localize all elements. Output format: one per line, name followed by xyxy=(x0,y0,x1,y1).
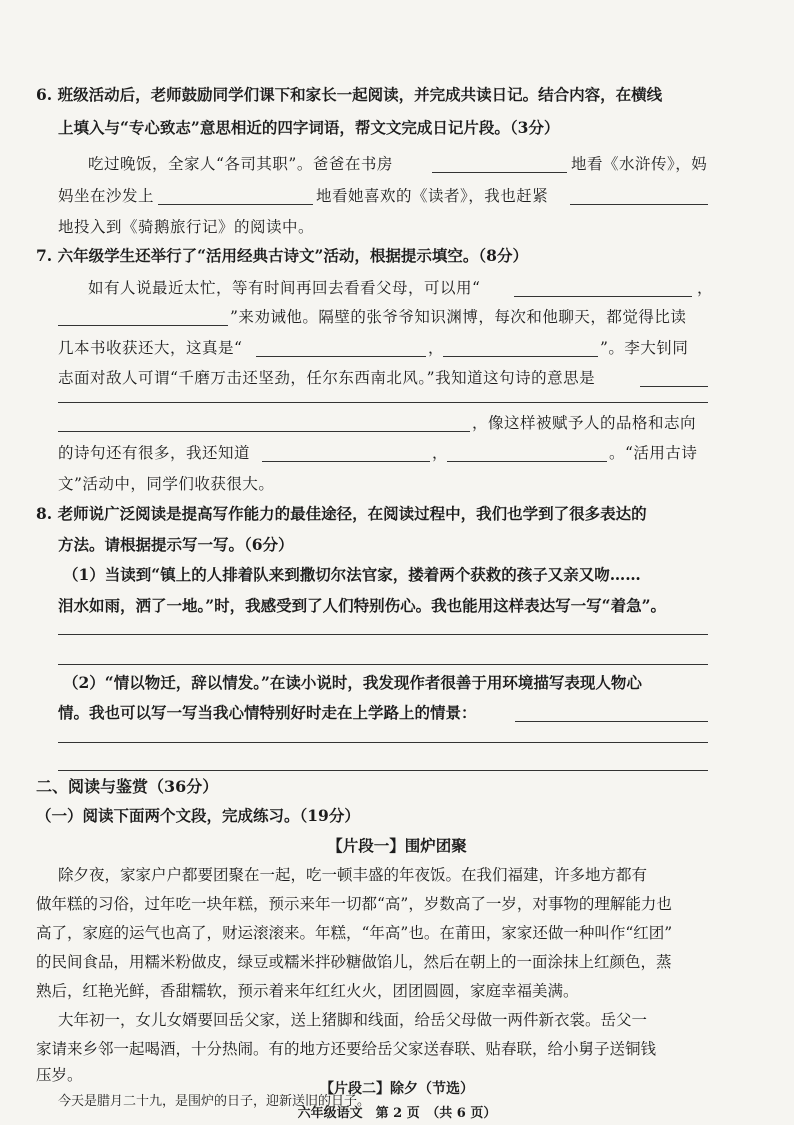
fragment-1-text: 的民间食品，用糯米粉做皮，绿豆或糯米拌砂糖做馅儿，然后在朝上的一面涂抹上红颜色，蒸 xyxy=(36,953,672,971)
q6-blank-1[interactable] xyxy=(432,172,567,173)
fragment-1-text: 熟后，红艳光鲜，香甜糯软，预示着来年红红火火，团团圆圆，家庭幸福美满。 xyxy=(36,982,579,1000)
q6-diary-text: 地投入到《骑鹅旅行记》的阅读中。 xyxy=(58,218,315,236)
section-2-title: 二、阅读与鉴赏（36分） xyxy=(36,777,219,796)
q6-blank-3[interactable] xyxy=(570,204,708,205)
section-2-subheading xyxy=(0,803,794,829)
q7-text: 几本书收获还大，这真是“ xyxy=(58,339,243,357)
page-footer: 六年级语文 第 2 页 （共 6 页） xyxy=(297,1106,497,1121)
q6-prompt-line1 xyxy=(0,82,794,108)
q7-text: 志面对敌人可谓“千磨万击还坚劲，任尔东西南北风。”我知道这句诗的意思是 xyxy=(58,369,596,387)
q7-blank-1[interactable] xyxy=(514,296,692,297)
q8-sub2-text: （2）“情以物迁，辞以情发。”在读小说时，我发现作者很善于用环境描写表现人物心 xyxy=(63,673,642,692)
fragment-1-line xyxy=(0,920,794,946)
q7-para-line4 xyxy=(0,365,794,391)
q7-text: 文”活动中，同学们收获很大。 xyxy=(58,475,275,493)
q8-sub2-text-2: 情。我也可以写一写当我心情特别好时走在上学路上的情景： xyxy=(58,703,477,722)
q7-blank-2[interactable] xyxy=(58,325,228,326)
q6-diary-text: 地看《水浒传》，妈 xyxy=(571,155,708,173)
q8-sub1-text: （1）当读到“镇上的人排着队来到撒切尔法官家，搂着两个获救的孩子又亲又吻…… xyxy=(63,565,641,584)
fragment-1-text: 大年初一，女儿女婿要回岳父家，送上猪脚和线面，给岳父母做一两件新衣裳。岳父一 xyxy=(58,1011,648,1029)
q7-answer-line[interactable] xyxy=(58,402,708,403)
q7-text: ， xyxy=(428,339,445,357)
q7-blank-3[interactable] xyxy=(256,356,426,357)
q7-para-line6 xyxy=(0,410,794,436)
q8-sub2-line2 xyxy=(0,700,794,726)
q7-text: ”。李大钊同 xyxy=(600,339,689,357)
q7-para-line2 xyxy=(0,304,794,330)
q6-diary-line3 xyxy=(0,214,794,240)
q8-sub2-answer-line-2[interactable] xyxy=(58,770,708,771)
q7-para-line7 xyxy=(0,440,794,466)
q7-para-line3 xyxy=(0,335,794,361)
q7-text: 的诗句还有很多，我还知道 xyxy=(58,444,251,462)
q7-blank-4[interactable] xyxy=(443,356,598,357)
fragment-1-line xyxy=(0,949,794,975)
section-2-heading xyxy=(0,774,794,800)
q8-sub1-text-2: 泪水如雨，洒了一地。”时，我感受到了人们特别伤心。我也能用这样表达写一写“着急”。 xyxy=(58,596,666,615)
fragment-2-paragraph xyxy=(36,1110,37,1111)
q7-prompt-line xyxy=(0,243,794,269)
q6-diary-text: 地看她喜欢的《读者》，我也赶紧 xyxy=(316,187,549,205)
q6-prompt-line2 xyxy=(0,115,794,141)
q6-prompt-text: 6. 班级活动后，老师鼓励同学们课下和家长一起阅读，并完成共读日记。结合内容，在横线 xyxy=(36,85,663,104)
fragment-1-line xyxy=(0,862,794,888)
section-2-subtitle: （一）阅读下面两个文段，完成练习。（19分） xyxy=(36,806,360,825)
q8-sub1-answer-line-1[interactable] xyxy=(58,634,708,635)
fragment-2-text: 今天是腊月二十九，是围炉的日子，迎新送旧的日子。 xyxy=(58,1094,371,1109)
q7-text: 如有人说最近太忙，等有时间再回去看看父母，可以用“ xyxy=(88,279,481,297)
fragment-1-title: 【片段一】围炉团聚 xyxy=(327,836,467,855)
fragment-1-line xyxy=(0,1036,794,1062)
q8-sub2-blank[interactable] xyxy=(515,721,708,722)
q8-prompt-line2 xyxy=(0,532,794,558)
q7-blank-5[interactable] xyxy=(640,386,708,387)
q7-text: ， xyxy=(432,444,449,462)
fragment-2-title: 【片段二】除夕（节选） xyxy=(320,1081,474,1097)
q8-sub1-line1 xyxy=(0,562,794,588)
fragment-1-text: 家请来乡邻一起喝酒，十分热闹。有的地方还要给岳父家送春联、贴春联，给小舅子送铜钱 xyxy=(36,1040,657,1058)
q7-para-line8 xyxy=(0,471,794,497)
q6-prompt-text-2: 上填入与“专心致志”意思相近的四字词语，帮文文完成日记片段。（3分） xyxy=(58,118,560,137)
q7-blank-8[interactable] xyxy=(447,461,607,462)
q6-diary-text: 吃过晚饭，全家人“各司其职”。爸爸在书房 xyxy=(88,155,393,173)
q7-para-line1 xyxy=(0,275,794,301)
q7-text: ， xyxy=(697,279,714,297)
fragment-1-text: 压岁。 xyxy=(36,1066,83,1084)
q8-prompt-text-2: 方法。请根据提示写一写。（6分） xyxy=(58,535,294,554)
fragment-1-text: 除夕夜，家家户户都要团聚在一起，吃一顿丰盛的年夜饭。在我们福建，许多地方都有 xyxy=(58,866,648,884)
q8-sub1-answer-line-2[interactable] xyxy=(58,664,708,665)
q6-diary-text: 妈坐在沙发上 xyxy=(58,187,155,205)
q8-sub1-line2 xyxy=(0,593,794,619)
q6-diary-line1 xyxy=(0,151,794,177)
q8-prompt-text: 8. 老师说广泛阅读是提高写作能力的最佳途径，在阅读过程中，我们也学到了很多表达的 xyxy=(36,504,647,523)
fragment-1-line xyxy=(0,1007,794,1033)
q8-prompt-line1 xyxy=(0,501,794,527)
q8-sub2-answer-line-1[interactable] xyxy=(58,742,708,743)
q7-text: 。“活用古诗 xyxy=(609,444,698,462)
q7-text: ，像这样被赋予人的品格和志向 xyxy=(472,414,697,432)
fragment-1-line xyxy=(0,891,794,917)
q7-text: ”来劝诫他。隔壁的张爷爷知识渊博，每次和他聊天，都觉得比读 xyxy=(230,308,687,326)
q7-prompt-text: 7. 六年级学生还举行了“活用经典古诗文”活动，根据提示填空。（8分） xyxy=(36,246,528,265)
fragment-1-text: 做年糕的习俗，过年吃一块年糕，预示来年一切都“高”，岁数高了一岁，对事物的理解能力也 xyxy=(36,895,672,913)
fragment-1-text: 高了，家庭的运气也高了，财运滚滚来。年糕，“年高”也。在莆田，家家还做一种叫作“红团” xyxy=(36,924,673,942)
fragment-1-line xyxy=(0,978,794,1004)
q6-diary-line2 xyxy=(0,183,794,209)
q7-blank-7[interactable] xyxy=(262,461,430,462)
q7-blank-6[interactable] xyxy=(58,431,470,432)
q6-blank-2[interactable] xyxy=(158,204,313,205)
q8-sub2-line1 xyxy=(0,670,794,696)
